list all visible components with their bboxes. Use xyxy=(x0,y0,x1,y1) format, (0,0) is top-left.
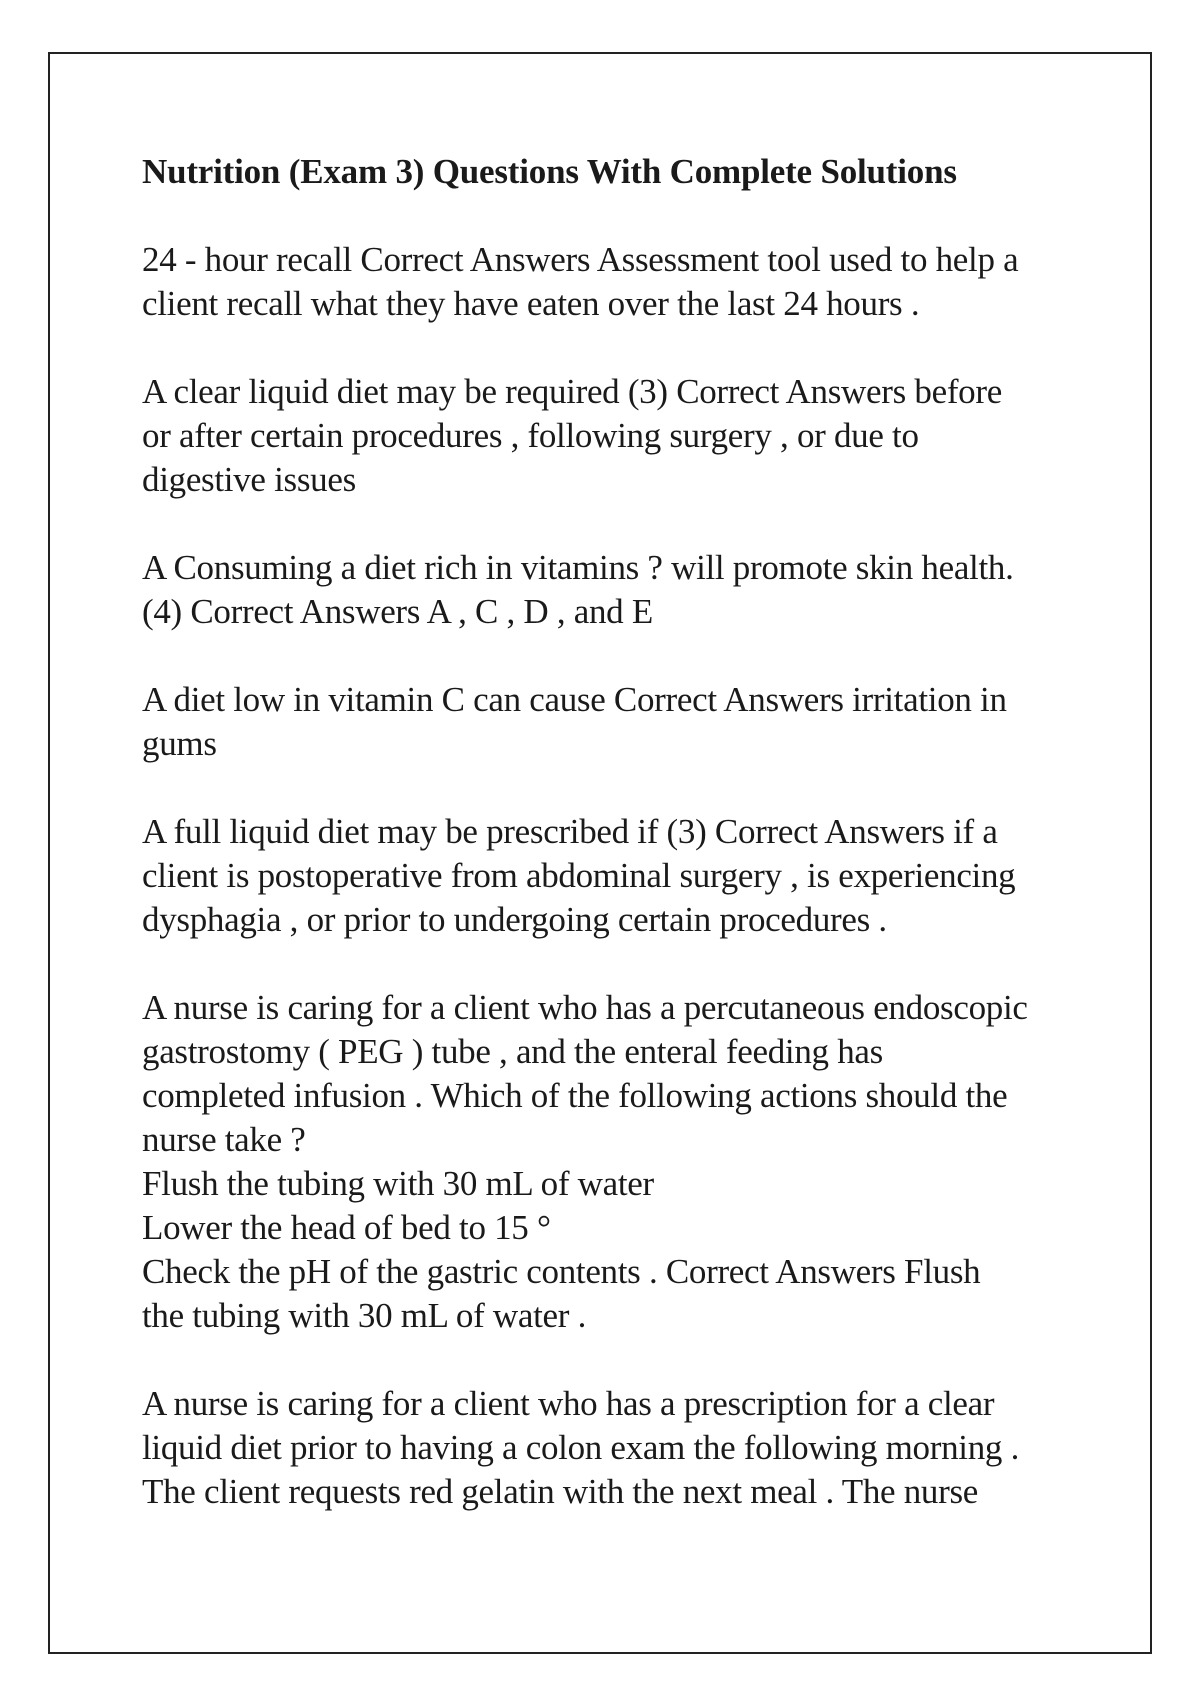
text-line: A clear liquid diet may be required (3) Correct Answers before xyxy=(142,372,1002,411)
text-line: liquid diet prior to having a colon exam the following morning . xyxy=(142,1428,1020,1467)
text-line: The client requests red gelatin with the next meal . The nurse xyxy=(142,1472,979,1511)
document-body xyxy=(142,150,1082,1558)
text-line: digestive issues xyxy=(142,460,356,499)
text-line: nurse take ? xyxy=(142,1120,306,1159)
text-line: dysphagia , or prior to undergoing certain procedures . xyxy=(142,900,887,939)
text-line: completed infusion . Which of the following actions should the xyxy=(142,1076,1008,1115)
text-line: the tubing with 30 mL of water . xyxy=(142,1296,587,1335)
text-line: or after certain procedures , following surgery , or due to xyxy=(142,416,919,455)
qa-entry-full-liquid-diet xyxy=(142,810,1082,942)
qa-entry-vitamin-c xyxy=(142,678,1082,766)
text-line: A nurse is caring for a client who has a prescription for a clear xyxy=(142,1384,995,1423)
text-line: gastrostomy ( PEG ) tube , and the enteral feeding has xyxy=(142,1032,883,1071)
text-line: A diet low in vitamin C can cause Correct Answers irritation in xyxy=(142,680,1007,719)
qa-entry-clear-liquid-diet xyxy=(142,370,1082,502)
text-line: Flush the tubing with 30 mL of water xyxy=(142,1164,654,1203)
qa-entry-24-hour-recall xyxy=(142,238,1082,326)
document-title: Nutrition (Exam 3) Questions With Complete Solutions xyxy=(142,152,957,191)
text-line: A nurse is caring for a client who has a percutaneous endoscopic xyxy=(142,988,1028,1027)
qa-entry-red-gelatin xyxy=(142,1382,1082,1514)
text-line: (4) Correct Answers A , C , D , and E xyxy=(142,592,653,631)
qa-entry-vitamins-skin-health xyxy=(142,546,1082,634)
text-line: client recall what they have eaten over the last 24 hours . xyxy=(142,284,920,323)
text-line: Check the pH of the gastric contents . Correct Answers Flush xyxy=(142,1252,981,1291)
text-line: Lower the head of bed to 15 ° xyxy=(142,1208,551,1247)
text-line: gums xyxy=(142,724,217,763)
text-line: 24 - hour recall Correct Answers Assessment tool used to help a xyxy=(142,240,1019,279)
text-line: A full liquid diet may be prescribed if (3) Correct Answers if a xyxy=(142,812,998,851)
text-line: client is postoperative from abdominal surgery , is experiencing xyxy=(142,856,1016,895)
text-line: A Consuming a diet rich in vitamins ? will promote skin health. xyxy=(142,548,1014,587)
qa-entry-peg-tube xyxy=(142,986,1082,1338)
